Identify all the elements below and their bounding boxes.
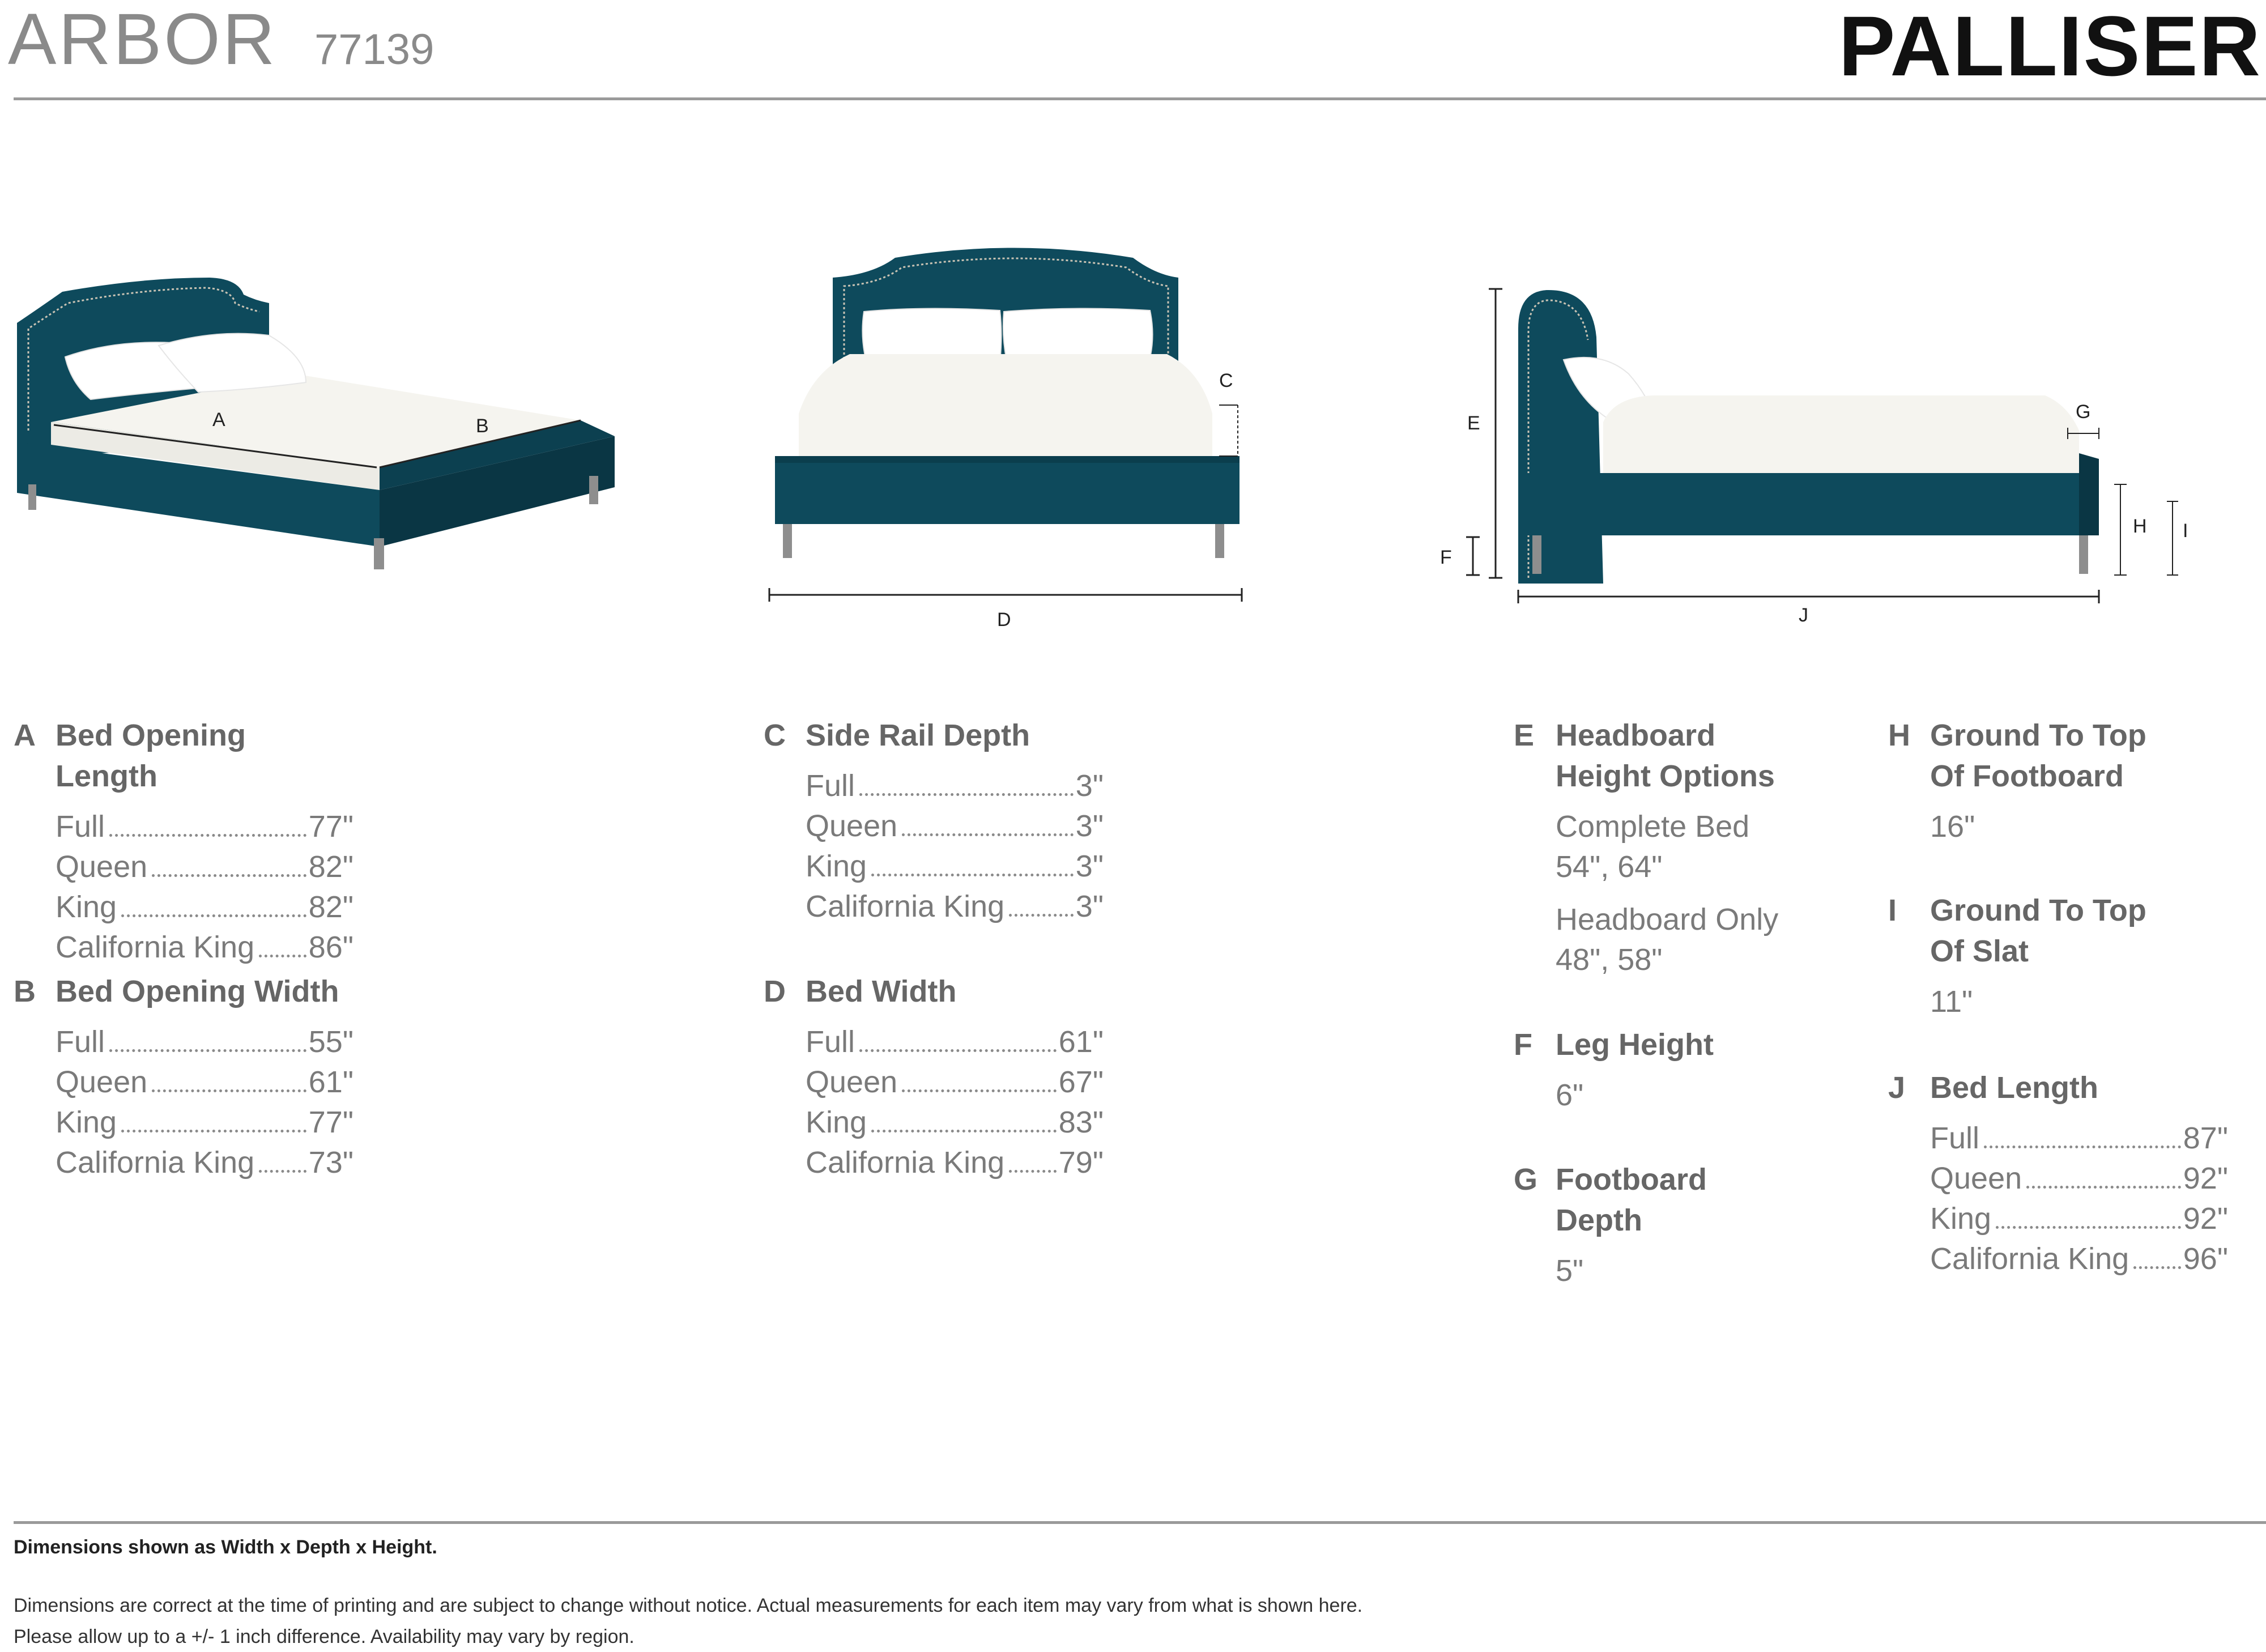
spec-row: California King 73": [56, 1146, 353, 1180]
spec-title: Bed Opening Width: [56, 974, 339, 1008]
spec-value: 6": [1556, 1078, 1584, 1112]
spec-value: 11": [1930, 985, 1973, 1019]
spec-row: California King 86": [56, 930, 353, 964]
spec-letter: C: [764, 718, 786, 752]
disclaimer-line-2: Please allow up to a +/- 1 inch difference. Availability may vary by region.: [14, 1626, 634, 1647]
header-divider: [14, 97, 2266, 100]
spec-row: King 83": [806, 1105, 1104, 1139]
spec-option-label: Headboard Only: [1556, 902, 1779, 936]
spec-title: Depth: [1556, 1203, 1642, 1237]
brand-logo: PALLISER: [1838, 0, 2261, 93]
spec-h: [1888, 715, 2251, 847]
spec-i: [1888, 890, 2251, 1022]
spec-j: [1888, 1067, 2228, 1279]
bed-perspective-figure: [11, 272, 623, 601]
spec-row: California King 3": [806, 889, 1104, 923]
bed-perspective-drawing: [17, 278, 615, 569]
spec-b: [14, 971, 353, 1183]
dim-label-d: D: [997, 609, 1011, 631]
spec-title: Of Footboard: [1930, 759, 2124, 793]
spec-title: Ground To Top: [1930, 718, 2146, 752]
dim-label-f: F: [1440, 547, 1452, 568]
dimensions-note: Dimensions shown as Width x Depth x Height.: [14, 1536, 437, 1558]
bed-front-figure: [759, 244, 1263, 629]
disclaimer-line-1: Dimensions are correct at the time of printing and are subject to change without notice. Actual measurements for each item may vary from what is shown here.: [14, 1595, 1363, 1616]
spec-letter: G: [1514, 1163, 1538, 1197]
spec-g: [1514, 1159, 1854, 1291]
spec-option-label: Complete Bed: [1556, 810, 1750, 844]
spec-option-value: 54", 64": [1556, 850, 1663, 884]
dim-label-g: G: [2076, 401, 2091, 423]
spec-row: California King 79": [806, 1146, 1104, 1180]
spec-row: Full 87": [1930, 1121, 2228, 1155]
spec-row: California King 96": [1930, 1242, 2228, 1276]
spec-title: Bed Length: [1930, 1071, 2098, 1105]
spec-title: Bed Width: [806, 974, 957, 1008]
spec-row: Queen 3": [806, 809, 1104, 843]
spec-row: Full 3": [806, 769, 1104, 803]
footer-divider: [14, 1521, 2266, 1524]
spec-row: Full 77": [56, 810, 353, 844]
dim-label-i: I: [2183, 520, 2188, 542]
dim-label-c: C: [1219, 370, 1233, 391]
bed-side-figure: [1428, 283, 2221, 635]
dim-label-e: E: [1467, 412, 1480, 434]
spec-row: Queen 82": [56, 850, 353, 884]
spec-row: King 3": [806, 849, 1104, 883]
spec-title: Ground To Top: [1930, 893, 2146, 927]
spec-d: [764, 971, 1104, 1183]
spec-row: Full 61": [806, 1025, 1104, 1059]
bed-front-drawing: [769, 248, 1242, 631]
spec-e: [1514, 715, 1854, 980]
spec-row: Queen 67": [806, 1065, 1104, 1099]
spec-letter: E: [1514, 718, 1535, 752]
spec-letter: D: [764, 974, 786, 1008]
product-code: 77139: [314, 25, 435, 74]
dim-label-h: H: [2133, 516, 2147, 537]
spec-letter: J: [1888, 1071, 1906, 1105]
spec-title: Headboard: [1556, 718, 1716, 752]
spec-letter: I: [1888, 893, 1897, 927]
spec-letter: F: [1514, 1028, 1532, 1062]
spec-title: Height Options: [1556, 759, 1775, 793]
spec-title: Of Slat: [1930, 934, 2029, 968]
spec-row: Full 55": [56, 1025, 353, 1059]
spec-title: Bed Opening Length: [56, 718, 246, 793]
dim-label-j: J: [1799, 604, 1808, 626]
spec-letter: B: [14, 974, 36, 1008]
spec-c: [764, 715, 1104, 927]
spec-value: 16": [1930, 810, 1975, 844]
spec-title: Leg Height: [1556, 1028, 1714, 1062]
spec-row: King 92": [1930, 1202, 2228, 1236]
spec-row: King 77": [56, 1105, 353, 1139]
spec-letter: A: [14, 718, 36, 752]
bed-side-drawing: [1440, 289, 2188, 626]
spec-row: King 82": [56, 890, 353, 924]
spec-title: Footboard: [1556, 1163, 1707, 1197]
dim-label-b: B: [476, 415, 489, 437]
spec-row: Queen 61": [56, 1065, 353, 1099]
spec-letter: H: [1888, 718, 1910, 752]
spec-f: [1514, 1024, 1854, 1115]
spec-value: 5": [1556, 1254, 1584, 1288]
product-name: ARBOR: [8, 0, 278, 80]
dim-label-a: A: [212, 409, 225, 431]
spec-title: Side Rail Depth: [806, 718, 1030, 752]
spec-row: Queen 92": [1930, 1161, 2228, 1195]
spec-a: [14, 715, 353, 968]
spec-option-value: 48", 58": [1556, 943, 1663, 977]
